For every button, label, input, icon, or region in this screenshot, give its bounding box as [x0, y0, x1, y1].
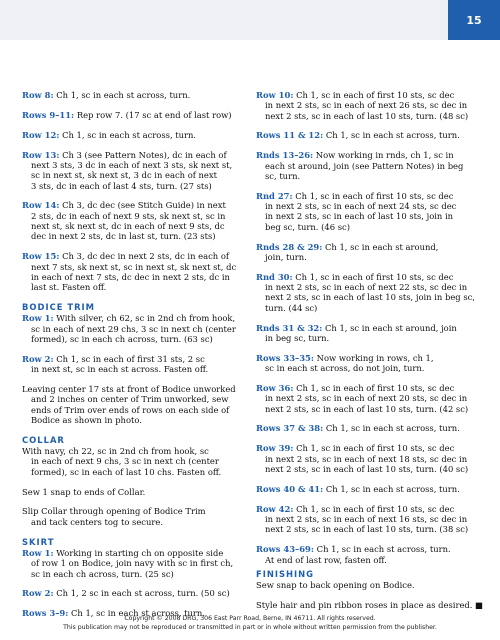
text-line: of row 1 on Bodice, join navy with sc in first ch, [31, 558, 234, 569]
row-label: Row 2: [22, 353, 54, 364]
text-line: At end of last row, fasten off. [265, 554, 387, 565]
text-line: sc, turn. [265, 170, 301, 181]
text-line: Ch 1, sc in each st across, turn. [316, 544, 451, 555]
text-line: join, turn. [265, 251, 307, 262]
copyright-line: Copyright © 2008 DRG, 306 East Parr Road, Berne, IN 46711. All rights reserved. [124, 615, 376, 622]
text-line: next 2 sts, sc in each of last 10 sts, turn. (48 sc) [265, 110, 469, 121]
text-line: 2 sts, dc in each of next 9 sts, sk next st, sc in [31, 210, 226, 221]
row-label: Rnd 30: [256, 271, 293, 282]
page-number: 15 [466, 13, 482, 27]
instruction-paragraph [22, 446, 242, 477]
text-line: next 2 sts, sc in each of last 10 sts, join in beg sc, [265, 292, 475, 303]
instruction-paragraph [22, 506, 242, 527]
pattern-row [256, 484, 484, 494]
row-label: Row 1: [22, 313, 54, 324]
pattern-row [256, 272, 484, 313]
text-line: With silver, ch 62, sc in 2nd ch from hook, [56, 313, 236, 324]
row-label: Row 8: [22, 90, 54, 100]
row-label: Row 10: [256, 90, 294, 100]
row-label: Rnd 27: [256, 190, 293, 201]
text-line: Sew 1 snap to ends of Collar. [22, 486, 146, 497]
text-line: Now working in rnds, ch 1, sc in [315, 150, 454, 161]
text-line: Ch 1, sc in each st around, join [325, 322, 457, 333]
left-column [22, 90, 242, 628]
section-heading: BODICE TRIM [22, 302, 95, 313]
pattern-row [256, 423, 484, 433]
pattern-row [22, 313, 242, 344]
text-line: sc in each st across, do not join, turn. [265, 363, 425, 374]
section-heading: COLLAR [22, 434, 65, 445]
text-line: Working in starting ch on opposite side [56, 547, 224, 558]
text-line: Ch 1, sc in each st across, turn. [325, 130, 460, 141]
pattern-row [22, 251, 242, 292]
text-line: Slip Collar through opening of Bodice Trim [22, 506, 206, 517]
row-label: Row 15: [22, 251, 60, 262]
text-line: and 2 inches on center of Trim unworked, sew [31, 394, 229, 405]
pattern-row [22, 354, 242, 375]
text-line: Ch 1, sc in each of first 10 sts, sc dec [295, 271, 454, 282]
pattern-row [256, 150, 484, 181]
pattern-row [256, 443, 484, 474]
text-line: sc in each ch across, turn. (25 sc) [31, 568, 174, 579]
text-line: dec in next 2 sts, dc in last st, turn. (23 sts) [31, 231, 216, 242]
row-label: Rows 37 & 38: [256, 423, 324, 434]
text-line: Ch 1, sc in each st across, turn. [62, 129, 197, 140]
text-line: in next st, sc in each st across. Fasten off. [31, 364, 209, 375]
text-line: beg sc, turn. (46 sc) [265, 221, 350, 232]
text-line: Ch 1, sc in each of first 10 sts, sc dec [296, 503, 455, 514]
text-line: in next 2 sts, sc in each of last 10 sts, join in [265, 211, 454, 222]
text-line: Ch 1, sc in each of first 31 sts, 2 sc [56, 353, 205, 364]
text-line: Ch 1, sc in each st across, turn. [325, 483, 460, 494]
text-line: formed), sc in each ch across, turn. (63 sc) [31, 333, 213, 344]
pattern-row [256, 383, 484, 414]
row-label: Rows 9–11: [22, 109, 75, 120]
text-line: in next 2 sts, sc in each of next 26 sts, sc dec in [265, 100, 468, 111]
text-line: in each of next 9 chs, 3 sc in next ch (center [31, 456, 219, 467]
text-line: Ch 1, sc in each st across, turn. [56, 90, 191, 100]
pattern-row [256, 504, 484, 535]
row-label: Row 2: [22, 588, 54, 599]
row-label: Row 1: [22, 547, 54, 558]
row-label: Row 14: [22, 200, 60, 211]
text-line: and tack centers tog to secure. [31, 516, 163, 527]
pattern-row [22, 548, 242, 579]
text-line: next st, sk next st, dc in each of next 9 sts, dc [31, 221, 225, 232]
text-line: last st. Fasten off. [31, 282, 107, 293]
row-label: Row 36: [256, 382, 294, 393]
text-line: next 2 sts, sc in each of last 10 sts, turn. (40 sc) [265, 463, 469, 474]
pattern-row [22, 90, 242, 100]
pattern-row [256, 544, 484, 565]
text-line: Ch 3 (see Pattern Notes), dc in each of [62, 149, 227, 160]
text-line: sc in each of next 29 chs, 3 sc in next ch (center [31, 323, 236, 334]
row-label: Rows 11 & 12: [256, 130, 324, 141]
row-label: Row 12: [22, 129, 60, 140]
text-line: in next 2 sts, sc in each of next 24 sts, sc dec [265, 201, 457, 212]
text-line: Bodice as shown in photo. [31, 414, 142, 425]
text-line: Ch 1, sc in each st around, [325, 241, 439, 252]
text-line: turn. (44 sc) [265, 302, 318, 313]
pattern-row [22, 588, 242, 598]
text-line: Ch 3, dc dec in next 2 sts, dc in each of [62, 251, 229, 262]
text-line: With navy, ch 22, sc in 2nd ch from hook, sc [22, 446, 209, 457]
pattern-row [256, 323, 484, 344]
text-line: each st around, join (see Pattern Notes) in beg [265, 160, 464, 171]
text-line: Ch 1, sc in each of first 10 sts, sc dec [296, 443, 455, 454]
text-line: sc in next st, sk next st, 3 dc in each of next [31, 170, 217, 181]
header-strip [0, 0, 500, 40]
row-label: Row 42: [256, 503, 294, 514]
text-line: Ch 3, dc dec (see Stitch Guide) in next [62, 200, 226, 211]
row-label: Row 39: [256, 443, 294, 454]
instruction-paragraph [22, 487, 242, 497]
text-line: ends of Trim over ends of rows on each side of [31, 404, 230, 415]
pattern-row [256, 242, 484, 263]
instruction-paragraph [22, 384, 242, 425]
row-label: Rows 43–69: [256, 544, 314, 555]
instruction-paragraph [256, 580, 484, 590]
section-heading: FINISHING [256, 568, 315, 579]
row-label: Rows 40 & 41: [256, 483, 324, 494]
pattern-row [256, 191, 484, 232]
pattern-row [256, 130, 484, 140]
row-label: Rnds 13–26: [256, 150, 314, 161]
text-line: Style hair and pin ribbon roses in place as desired. ■ [256, 600, 484, 610]
text-line: Ch 1, 2 sc in each st across, turn. (50 sc) [56, 588, 230, 599]
text-line: Now working in rows, ch 1, [316, 352, 434, 363]
text-line: Ch 1, sc in each st across, turn. [325, 423, 460, 434]
text-line: Ch 1, sc in each st across, turn. [71, 608, 205, 619]
instruction-paragraph [256, 600, 484, 610]
row-label: Rnds 28 & 29: [256, 241, 323, 252]
text-line: in beg sc, turn. [265, 332, 330, 343]
text-line: in each of next 7 sts, dc dec in next 2 sts, dc in [31, 271, 230, 282]
row-label: Rows 33–35: [256, 352, 314, 363]
text-line: next 3 sts, 3 dc in each of next 3 sts, sk next st, [31, 159, 233, 170]
text-line: formed), sc in each of last 10 chs. Fasten off. [31, 466, 222, 477]
text-line: Rep row 7. (17 sc at end of last row) [76, 109, 232, 120]
row-label: Row 13: [22, 149, 60, 160]
text-line: Sew snap to back opening on Bodice. [256, 580, 415, 591]
text-line: Ch 1, sc in each of first 10 sts, sc dec [296, 90, 455, 100]
pattern-row [22, 130, 242, 140]
text-line: Ch 1, sc in each of first 10 sts, sc dec [295, 190, 454, 201]
text-line: 3 sts, dc in each of last 4 sts, turn. (27 sts) [31, 180, 212, 191]
text-line: Leaving center 17 sts at front of Bodice unworked [22, 383, 236, 394]
text-line: in next 2 sts, sc in each of next 20 sts, sc dec in [265, 393, 468, 404]
text-line: in next 2 sts, sc in each of next 18 sts, sc dec in [265, 453, 468, 464]
pattern-row [22, 150, 242, 191]
page-number-tab [448, 0, 500, 40]
row-label: Rows 3–9: [22, 608, 69, 619]
text-line: in next 2 sts, sc in each of next 16 sts, sc dec in [265, 514, 468, 525]
text-line: next 2 sts, sc in each of last 10 sts, turn. (38 sc) [265, 524, 469, 535]
text-line: next 2 sts, sc in each of last 10 sts, turn. (42 sc) [265, 403, 469, 414]
right-column [256, 90, 484, 620]
pattern-row [256, 90, 484, 121]
pattern-row [22, 110, 242, 120]
pattern-row [256, 353, 484, 374]
pattern-row [22, 200, 242, 241]
text-line: Ch 1, sc in each of first 10 sts, sc dec [296, 382, 455, 393]
text-line: next 7 sts, sk next st, sc in next st, sk next st, dc [31, 261, 237, 272]
text-line: in next 2 sts, sc in each of next 22 sts, sc dec in [265, 282, 468, 293]
rights-line: This publication may not be reproduced or transmitted in part or in whole without written permission from the publisher. [63, 624, 437, 631]
row-label: Rnds 31 & 32: [256, 322, 323, 333]
section-heading: SKIRT [22, 536, 55, 547]
